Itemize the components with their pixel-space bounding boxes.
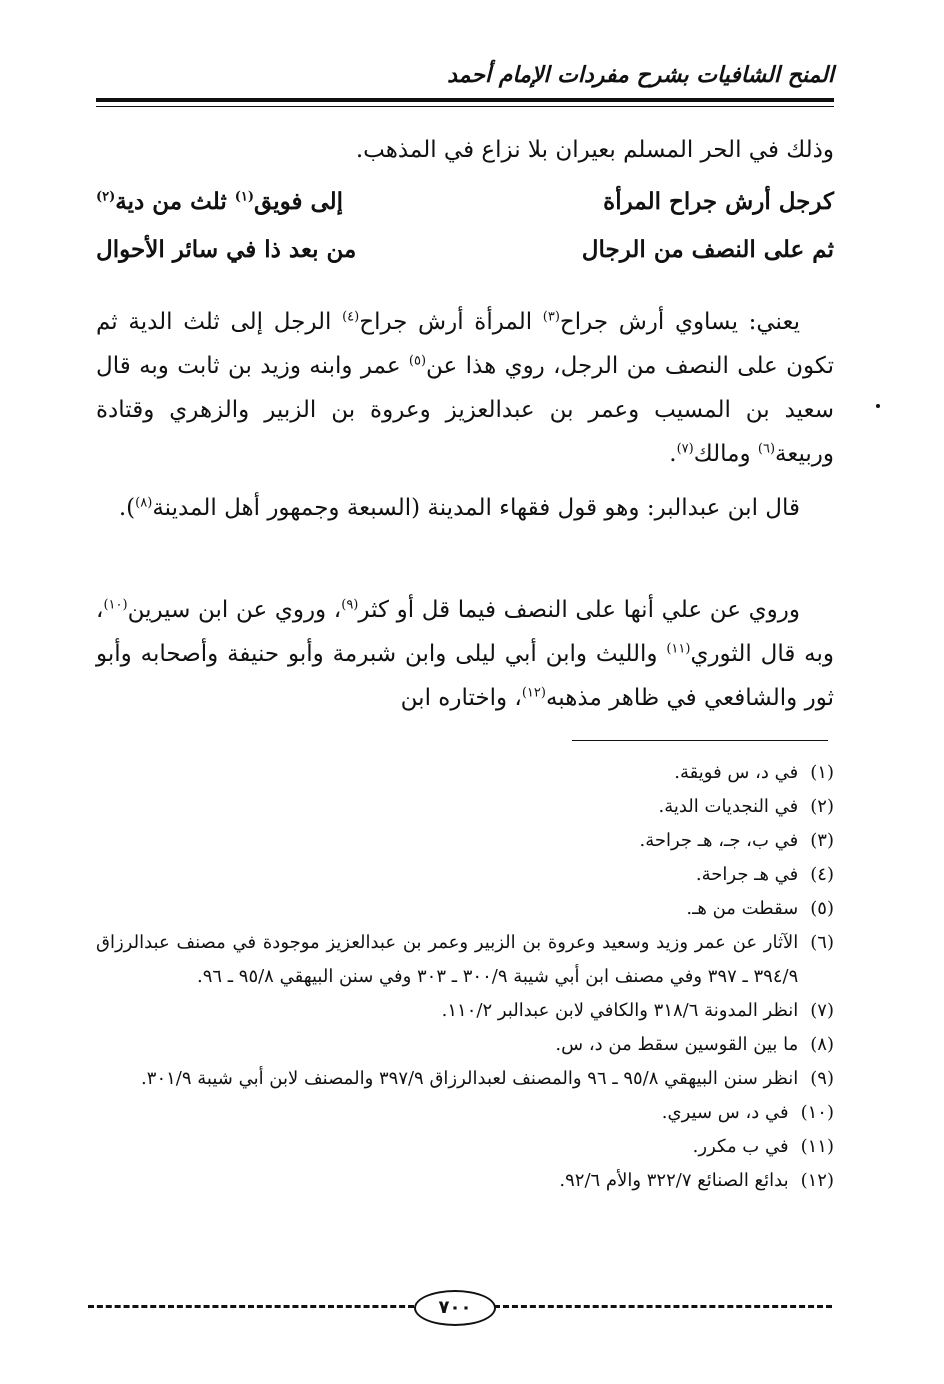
footer-dashed-rule-left: [88, 1305, 414, 1308]
footnote-ref: (٩): [341, 597, 359, 613]
footnote-text: انظر سنن البيهقي ٩٥/٨ ـ ٩٦ والمصنف لعبدالرزاق ٣٩٧/٩ والمصنف لابن أبي شيبة ٣٠١/٩.: [141, 1068, 799, 1089]
footnote-text: في هـ جراحة.: [695, 864, 799, 885]
header-rule-thick: [96, 98, 834, 102]
footnote-ref: (٣): [542, 309, 560, 325]
verse-2-second-hemistich: من بعد ذا في سائر الأحوال: [96, 236, 357, 263]
paragraph-segment: ).: [118, 495, 136, 521]
page-number: ٧٠٠: [414, 1290, 496, 1326]
book-title: المنح الشافيات بشرح مفردات الإمام أحمد: [447, 62, 834, 88]
footnote-text: بدائع الصنائع ٣٢٢/٧ والأم ٩٢/٦.: [559, 1170, 789, 1191]
footnote-text: في النجديات الدية.: [658, 796, 799, 817]
footnote-text: انظر المدونة ٣١٨/٦ والكافي لابن عبدالبر ١١٠/٢.: [441, 1000, 799, 1021]
paragraph-segment: والليث وابن أبي ليلى وابن شبرمة وأبو حنيفة وأصحابه وأبو ثور والشافعي في ظاهر مذهبه: [96, 641, 834, 711]
verse-line-1: [96, 188, 834, 232]
footnote-number: (٢): [810, 796, 834, 817]
footnote-item: [96, 1062, 834, 1096]
paragraph-segment: عمر وابنه وزيد بن ثابت وبه قال سعيد بن المسيب وعمر بن عبدالعزيز وعروة بن الزبير والزهري وقتادة وربيعة: [96, 353, 834, 467]
paragraph-segment: وروي عن علي أنها على النصف فيما قل أو كثر: [358, 597, 800, 623]
paragraph-segment: الرجل إلى ثلث الدية ثم تكون على النصف من الرجل، روي هذا عن: [96, 309, 835, 379]
footnote-text: في ب، جـ، هـ جراحة.: [639, 830, 799, 851]
paragraph-segment: ومالك: [693, 441, 758, 467]
footnote-number: (٣): [810, 830, 834, 851]
footnote-number: (٤): [810, 864, 834, 885]
margin-mark: [876, 404, 880, 408]
verse-1-first-hemistich: كرجل أرش جراح المرأة: [603, 188, 834, 215]
verse-2-first-hemistich: ثم على النصف من الرجال: [581, 236, 834, 263]
footnote-item: [96, 756, 834, 790]
footnote-number: (١١): [800, 1136, 834, 1157]
paragraph-segment: يعني: يساوي أرش جراح: [559, 309, 800, 335]
paragraph-segment: ، وروي عن ابن سيرين: [127, 597, 342, 623]
footnote-item: [96, 790, 834, 824]
footnote-item: [96, 994, 834, 1028]
footnote-text: الآثار عن عمر وزيد وسعيد وعروة بن الزبير وعمر بن عبدالعزيز موجودة في مصنف عبدالرزاق ٣٩٤/٩ ـ ٣٩٧ وفي مصنف ابن أبي شيبة ٣٠٠/٩ ـ ٣٠٣ وفي سنن البيهقي ٩٥/٨ ـ ٩٦.: [96, 932, 799, 987]
footnote-item: [96, 858, 834, 892]
intro-paragraph: وذلك في الحر المسلم بعيران بلا نزاع في المذهب.: [355, 137, 834, 163]
footnote-number: (١): [810, 762, 834, 783]
footnote-ref: (٢): [96, 189, 116, 205]
paragraph-segment: قال ابن عبدالبر: وهو قول فقهاء المدينة (السبعة وجمهور أهل المدينة: [152, 495, 800, 521]
footnote-item: [96, 824, 834, 858]
verse-1-second-hemistich: [96, 188, 343, 215]
header-rule-thin: [96, 106, 834, 107]
footnote-ref: (٨): [135, 495, 153, 511]
footnote-ref: (١٢): [521, 685, 546, 701]
footnote-number: (١٠): [800, 1102, 834, 1123]
verse-line-2: [96, 236, 834, 280]
footnote-ref: (٦): [757, 441, 776, 457]
footnote-ref: (١٠): [103, 597, 128, 613]
footnotes-list: [96, 756, 834, 1198]
footnote-item: [96, 892, 834, 926]
footnote-ref: (٤): [342, 309, 360, 325]
paragraph-2: [96, 486, 834, 530]
footnote-item: [96, 1096, 834, 1130]
footnote-ref: (١): [234, 189, 255, 205]
verse-1-second-a: إلى فويق: [254, 188, 344, 215]
footnote-text: في ب مكرر.: [692, 1136, 789, 1157]
footnote-text: في د، س سيري.: [661, 1102, 789, 1123]
footnote-item: [96, 1130, 834, 1164]
paragraph-segment: .: [669, 441, 677, 467]
footnote-number: (١٢): [800, 1170, 834, 1191]
footer-dashed-rule-right: [494, 1305, 832, 1308]
footnote-text: سقطت من هـ.: [686, 898, 799, 919]
footnote-item: [96, 1028, 834, 1062]
verse-1-second-b: ثلث من دية: [115, 188, 235, 215]
footnote-number: (٥): [810, 898, 834, 919]
paragraph-segment: المرأة أرش جراح: [359, 309, 543, 335]
footnote-item: [96, 926, 834, 994]
footnote-number: (٧): [810, 1000, 834, 1021]
paragraph-3: [96, 588, 834, 720]
footnote-ref: (٧): [676, 441, 694, 457]
paragraph-segment: ، واختاره ابن: [400, 685, 522, 711]
footnote-number: (٩): [810, 1068, 834, 1089]
footnote-ref: (٥): [408, 353, 427, 369]
paragraph-1: [96, 300, 834, 476]
footnote-separator: [572, 740, 828, 741]
footnote-number: (٨): [810, 1034, 834, 1055]
footnote-text: ما بين القوسين سقط من د، س.: [555, 1034, 799, 1055]
paragraph-segment: ، وبه قال الثوري: [96, 597, 834, 667]
footnote-item: [96, 1164, 834, 1198]
footnote-number: (٦): [810, 932, 834, 953]
footnote-text: في د، س فويقة.: [674, 762, 799, 783]
footnote-ref: (١١): [666, 641, 691, 657]
